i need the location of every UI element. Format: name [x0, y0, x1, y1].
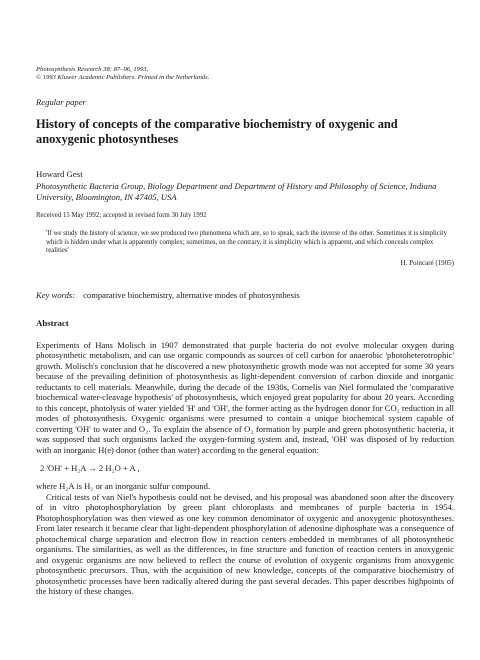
keywords-line [36, 290, 454, 300]
paper-title: History of concepts of the comparative biochemistry of oxygenic and anoxygenic photosyntheses [36, 117, 398, 146]
author-affiliation: Photosynthetic Bacteria Group, Biology Department and Department of History and Philosophy of Science, Indiana University, Bloomington, IN 47405, USA [36, 181, 437, 202]
abstract-heading: Abstract [36, 317, 69, 328]
abstract-paragraph-2: Critical tests of van Niel's hypothesis could not be devised, and his proposal was abandoned soon after the discovery of in vitro photophosphorylation by green plant chloroplasts and membranes of purple bacteria in 1954. Photophosphorylation was then viewed as one key common denominator of oxygenic and anoxygenic photosyntheses. From later research it became clear that light-dependent phosphorylation of adenosine diphosphate was a consequence of photochemical charge separation and electron flow in reaction centers embedded in membranes of all photosynthetic organisms. The similarities, as well as the differences, in fine structure and function of reaction centers in anoxygenic and oxygenic organisms are now believed to reflect the course of evolution of oxygenic organisms from anoxygenic photosynthetic precursors. Thus, with the acquisition of new knowledge, concepts of the comparative biochemistry of photosynthetic processes have been radically altered during the past several decades. This paper describes highpoints of the history of these changes. [36, 491, 454, 597]
general-equation: 2 'OH' + H₂A → 2 H₂O + A , [40, 463, 140, 474]
journal-line: Photosynthesis Research 38: 87–96, 1993. [36, 66, 149, 73]
author-name: Howard Gest [36, 169, 83, 179]
epigraph-source: H. Poincaré (1905) [400, 258, 454, 267]
journal-citation [36, 66, 454, 82]
paper-type: Regular paper [36, 97, 86, 107]
epigraph-quote: 'If we study the history of science, we see produced two phenomena which are, so to speak, each the inverse of the other. Sometimes it is simplicity which is hidden under what is apparently complex; sometimes, on the contrary, it is simplicity which is apparent, and which conceals complex realities' [46, 230, 447, 255]
abstract-paragraph-1: Experiments of Hans Molisch in 1907 demonstrated that purple bacteria do not evolve molecular oxygen during photosynthetic metabolism, and can use organic compounds as sources of cell carbon for anaerobic 'photoheterotrophic' growth. Molisch's conclusion that he discovered a new photosynthetic growth mode was not accepted for some 30 years because of the prevailing definition of photosynthesis as light-dependent conversion of carbon dioxide and inorganic reductants to cell materials. Meanwhile, during the decade of the 1930s, Cornelis van Niel formulated the 'comparative biochemical water-cleavage hypothesis' of photosynthesis, which enjoyed great popularity for about 20 years. According to this concept, photolysis of water yielded 'H' and 'OH', the former acting as the hydrogen donor for CO₂ reduction in all modes of photosynthesis. Oxygenic organisms were presumed to contain a unique biochemical system capable of converting 'OH' to water and O₂. To explain the absence of O₂ formation by purple and green photosynthetic bacteria, it was supposed that such organisms lacked the oxygen-forming system and, instead, 'OH' was disposed of by reduction with an inorganic H(e) donor (other than water) according to the general equation: [36, 339, 454, 455]
keywords-label: Key words: [36, 289, 76, 300]
received-dates: Received 15 May 1992; accepted in revised form 30 July 1992 [36, 212, 207, 219]
paper-page [36, 66, 454, 597]
equation-note: where H₂A is H₂ or an inorganic sulfur compound. [36, 481, 211, 492]
copyright-line: © 1993 Kluwer Academic Publishers. Printed in the Netherlands. [36, 74, 210, 81]
keywords-text: comparative biochemistry, alternative modes of photosynthesis [83, 289, 300, 300]
